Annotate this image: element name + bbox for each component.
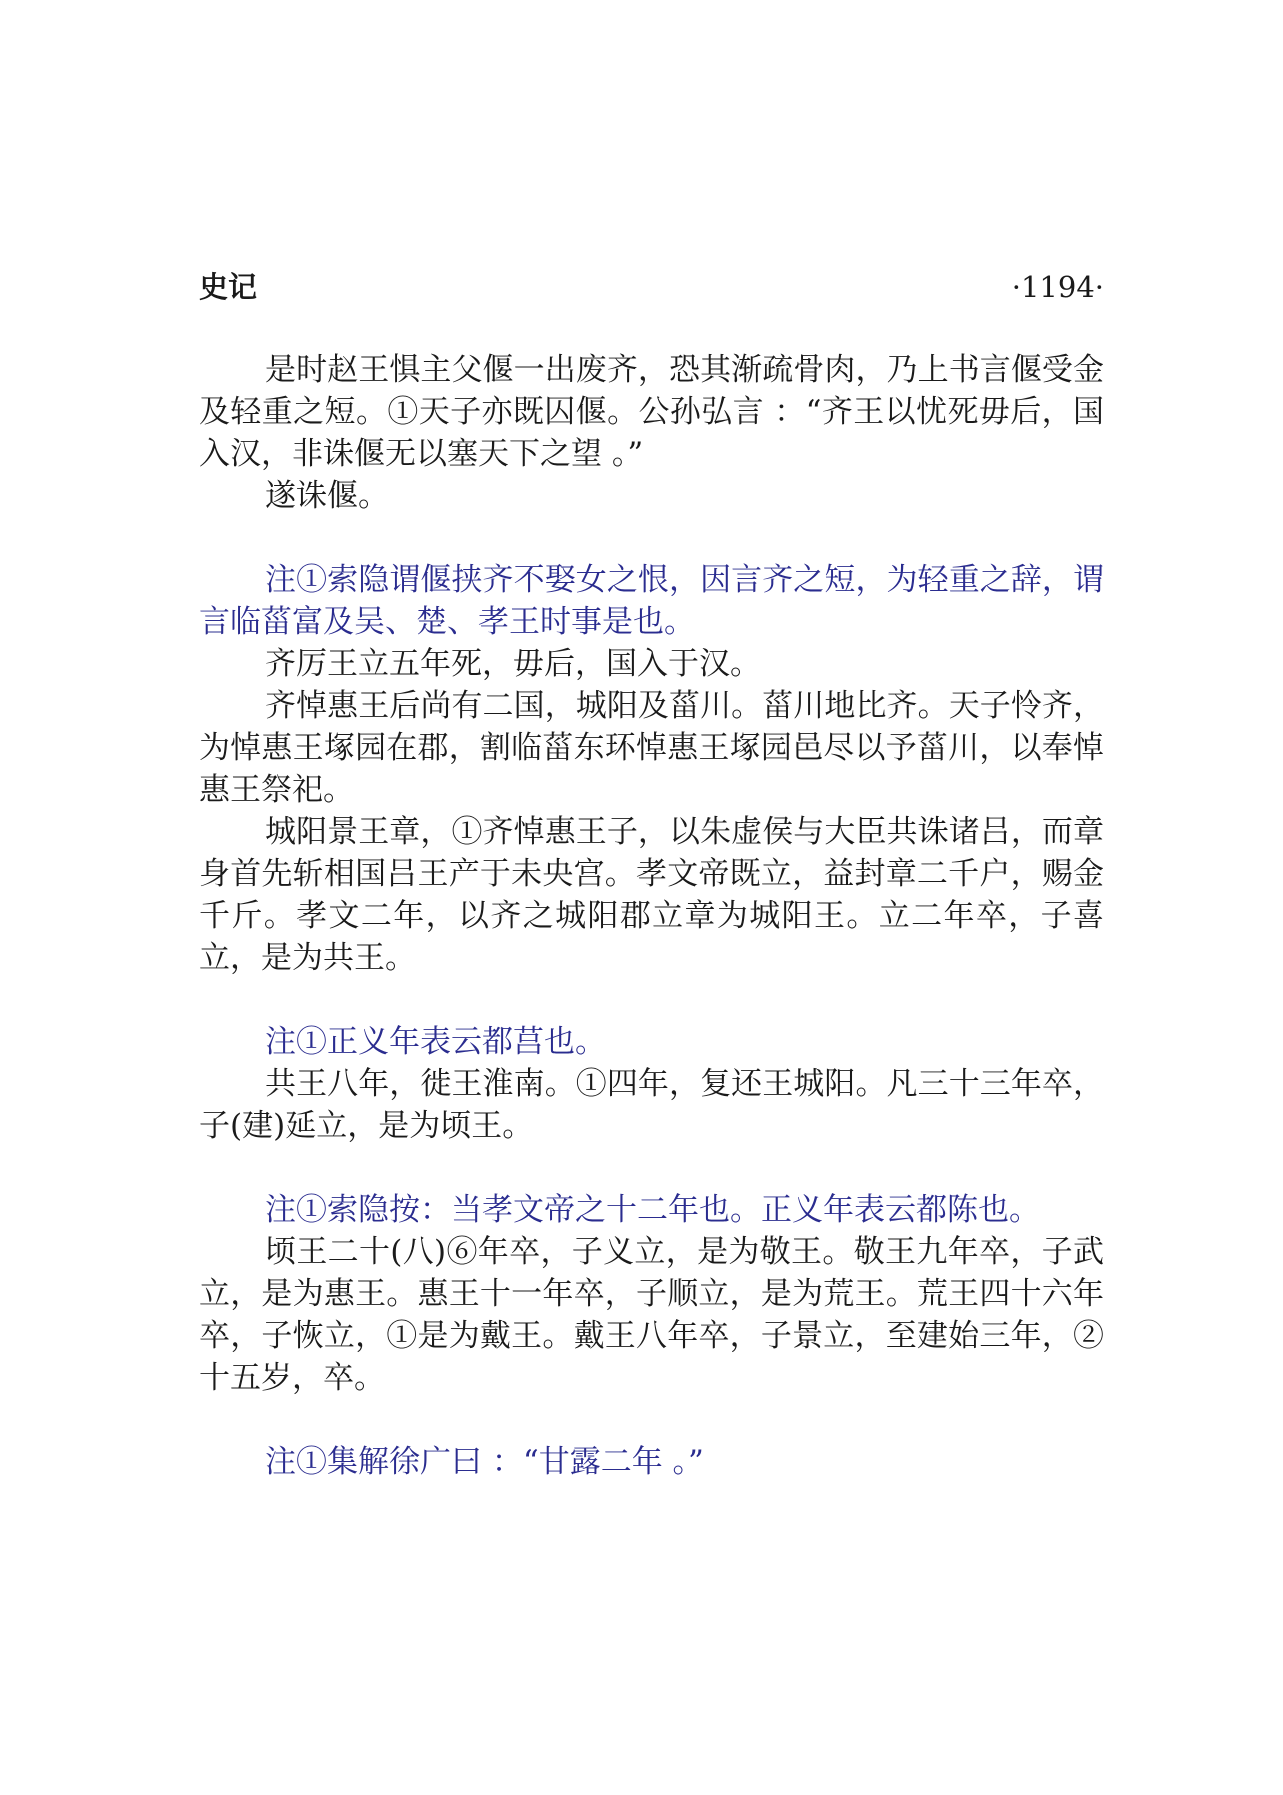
annotation-note: 注①索隐按：当孝文帝之十二年也。正义年表云都陈也。: [265, 1192, 1040, 1228]
book-title: 史记: [199, 270, 258, 304]
body-paragraph: 城阳景王章，①齐悼惠王子，以朱虚侯与大臣共诛诸吕，而章身首先斩相国吕王产于未央宫。孝文帝既立，益封章二千户，赐金千斤。孝文二年，以齐之城阳郡立章为城阳王。立二年卒，子喜立，是为共王。: [199, 814, 1104, 976]
annotation-note: 注①索隐谓偃挟齐不娶女之恨，因言齐之短，为轻重之辞，谓言临菑富及吴、楚、孝王时事是也。: [199, 562, 1104, 640]
annotation-note: 注①正义年表云都莒也。: [265, 1024, 606, 1060]
body-paragraph: 遂诛偃。: [265, 478, 389, 514]
page: [199, 265, 1104, 1483]
page-header: [199, 265, 1104, 309]
body-paragraph: 是时赵王惧主父偃一出废齐，恐其渐疏骨肉，乃上书言偃受金及轻重之短。①天子亦既囚偃。公孙弘言 ：“齐王以忧死毋后，国入汉，非诛偃无以塞天下之望 。”: [199, 352, 1104, 472]
page-body: [199, 349, 1104, 1483]
page-number: ·1194·: [1011, 270, 1104, 304]
body-paragraph: 齐悼惠王后尚有二国，城阳及菑川。菑川地比齐。天子怜齐，为悼惠王塚园在郡，割临菑东环悼惠王塚园邑尽以予菑川，以奉悼惠王祭祀。: [199, 688, 1104, 808]
annotation-note: 注①集解徐广曰 ：“甘露二年 。”: [265, 1444, 704, 1480]
body-paragraph: 齐厉王立五年死，毋后，国入于汉。: [265, 646, 761, 682]
body-paragraph: 共王八年，徙王淮南。①四年，复还王城阳。凡三十三年卒，子(建)延立，是为顷王。: [199, 1066, 1104, 1144]
body-paragraph: 顷王二十(八)⑥年卒，子义立，是为敬王。敬王九年卒，子武立，是为惠王。惠王十一年卒，子顺立，是为荒王。荒王四十六年卒，子恢立，①是为戴王。戴王八年卒，子景立，至建始三年，②十五岁，卒。: [199, 1234, 1104, 1396]
